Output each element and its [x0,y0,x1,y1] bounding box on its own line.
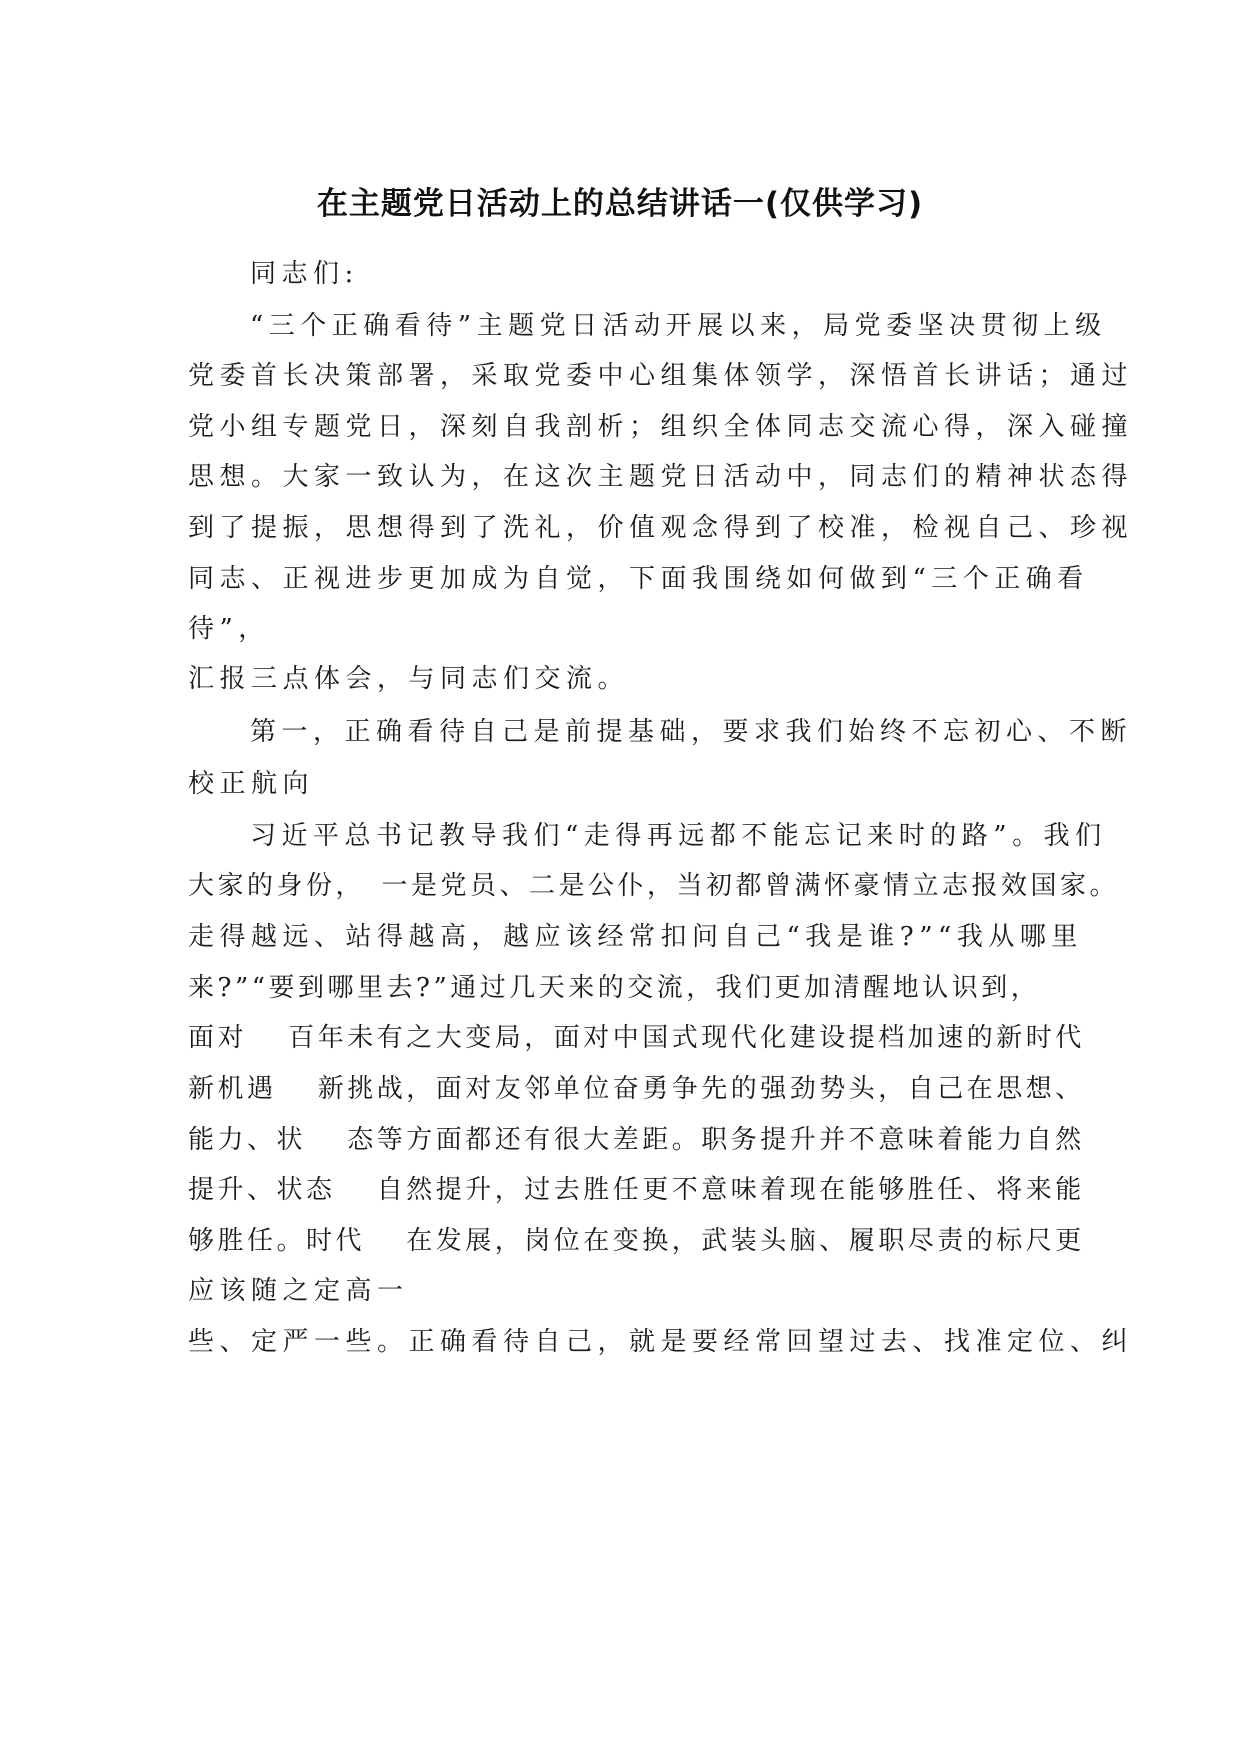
body-line: 走得越远、站得越高，越应该经常扣问自己“我是谁?”“我从哪里 [188,922,1083,952]
body-line: 到了提振，思想得到了洗礼，价值观念得到了校准，检视自己、珍视 [188,513,1134,543]
body-line: 新机遇 新挑战，面对友邻单位奋勇争先的强劲势头，自己在思想、 [188,1074,1085,1104]
body-line: 够胜任。时代 在发展，岗位在变换，武装头脑、履职尽责的标尺更 [188,1226,1085,1256]
body-line: 能力、状 态等方面都还有很大差距。职务提升并不意味着能力自然 [188,1125,1085,1155]
body-line: 同志、正视进步更加成为自觉，下面我围绕如何做到“三个正确看 [188,564,1089,594]
body-line: 党委首长决策部署，采取党委中心组集体领学，深悟首长讲话；通过 [188,361,1134,391]
body-line: 大家的身份， 一是党员、二是公仆，当初都曾满怀豪情立志报效国家。 [188,871,1120,901]
salutation: 同志们: [250,259,359,289]
body-line: 待”， [188,614,270,644]
body-line: 面对 百年未有之大变局，面对中国式现代化建设提档加速的新时代 [188,1023,1085,1053]
section-heading: 第一，正确看待自己是前提基础，要求我们始终不忘初心、不断 [250,717,1133,747]
body-line: 来?”“要到哪里去?”通过几天来的交流，我们更加清醒地认识到， [188,973,1041,1003]
body-line: 汇报三点体会，与同志们交流。 [188,664,630,694]
body-line: 习近平总书记教导我们“走得再远都不能忘记来时的路”。我们 [250,821,1107,851]
body-line: 些、定严一些。正确看待自己，就是要经常回望过去、找准定位、纠 [188,1327,1134,1357]
body-line: 应该随之定高一 [188,1276,409,1306]
section-heading: 校正航向 [188,769,315,799]
body-line: 思想。大家一致认为，在这次主题党日活动中，同志们的精神状态得 [188,462,1134,492]
body-line: “三个正确看待”主题党日活动开展以来，局党委坚决贯彻上级 [250,311,1107,341]
body-line: 党小组专题党日，深刻自我剖析；组织全体同志交流心得，深入碰撞 [188,412,1134,442]
document-title: 在主题党日活动上的总结讲话一(仅供学习) [316,186,924,222]
body-line: 提升、状态 自然提升，过去胜任更不意味着现在能够胜任、将来能 [188,1175,1085,1205]
